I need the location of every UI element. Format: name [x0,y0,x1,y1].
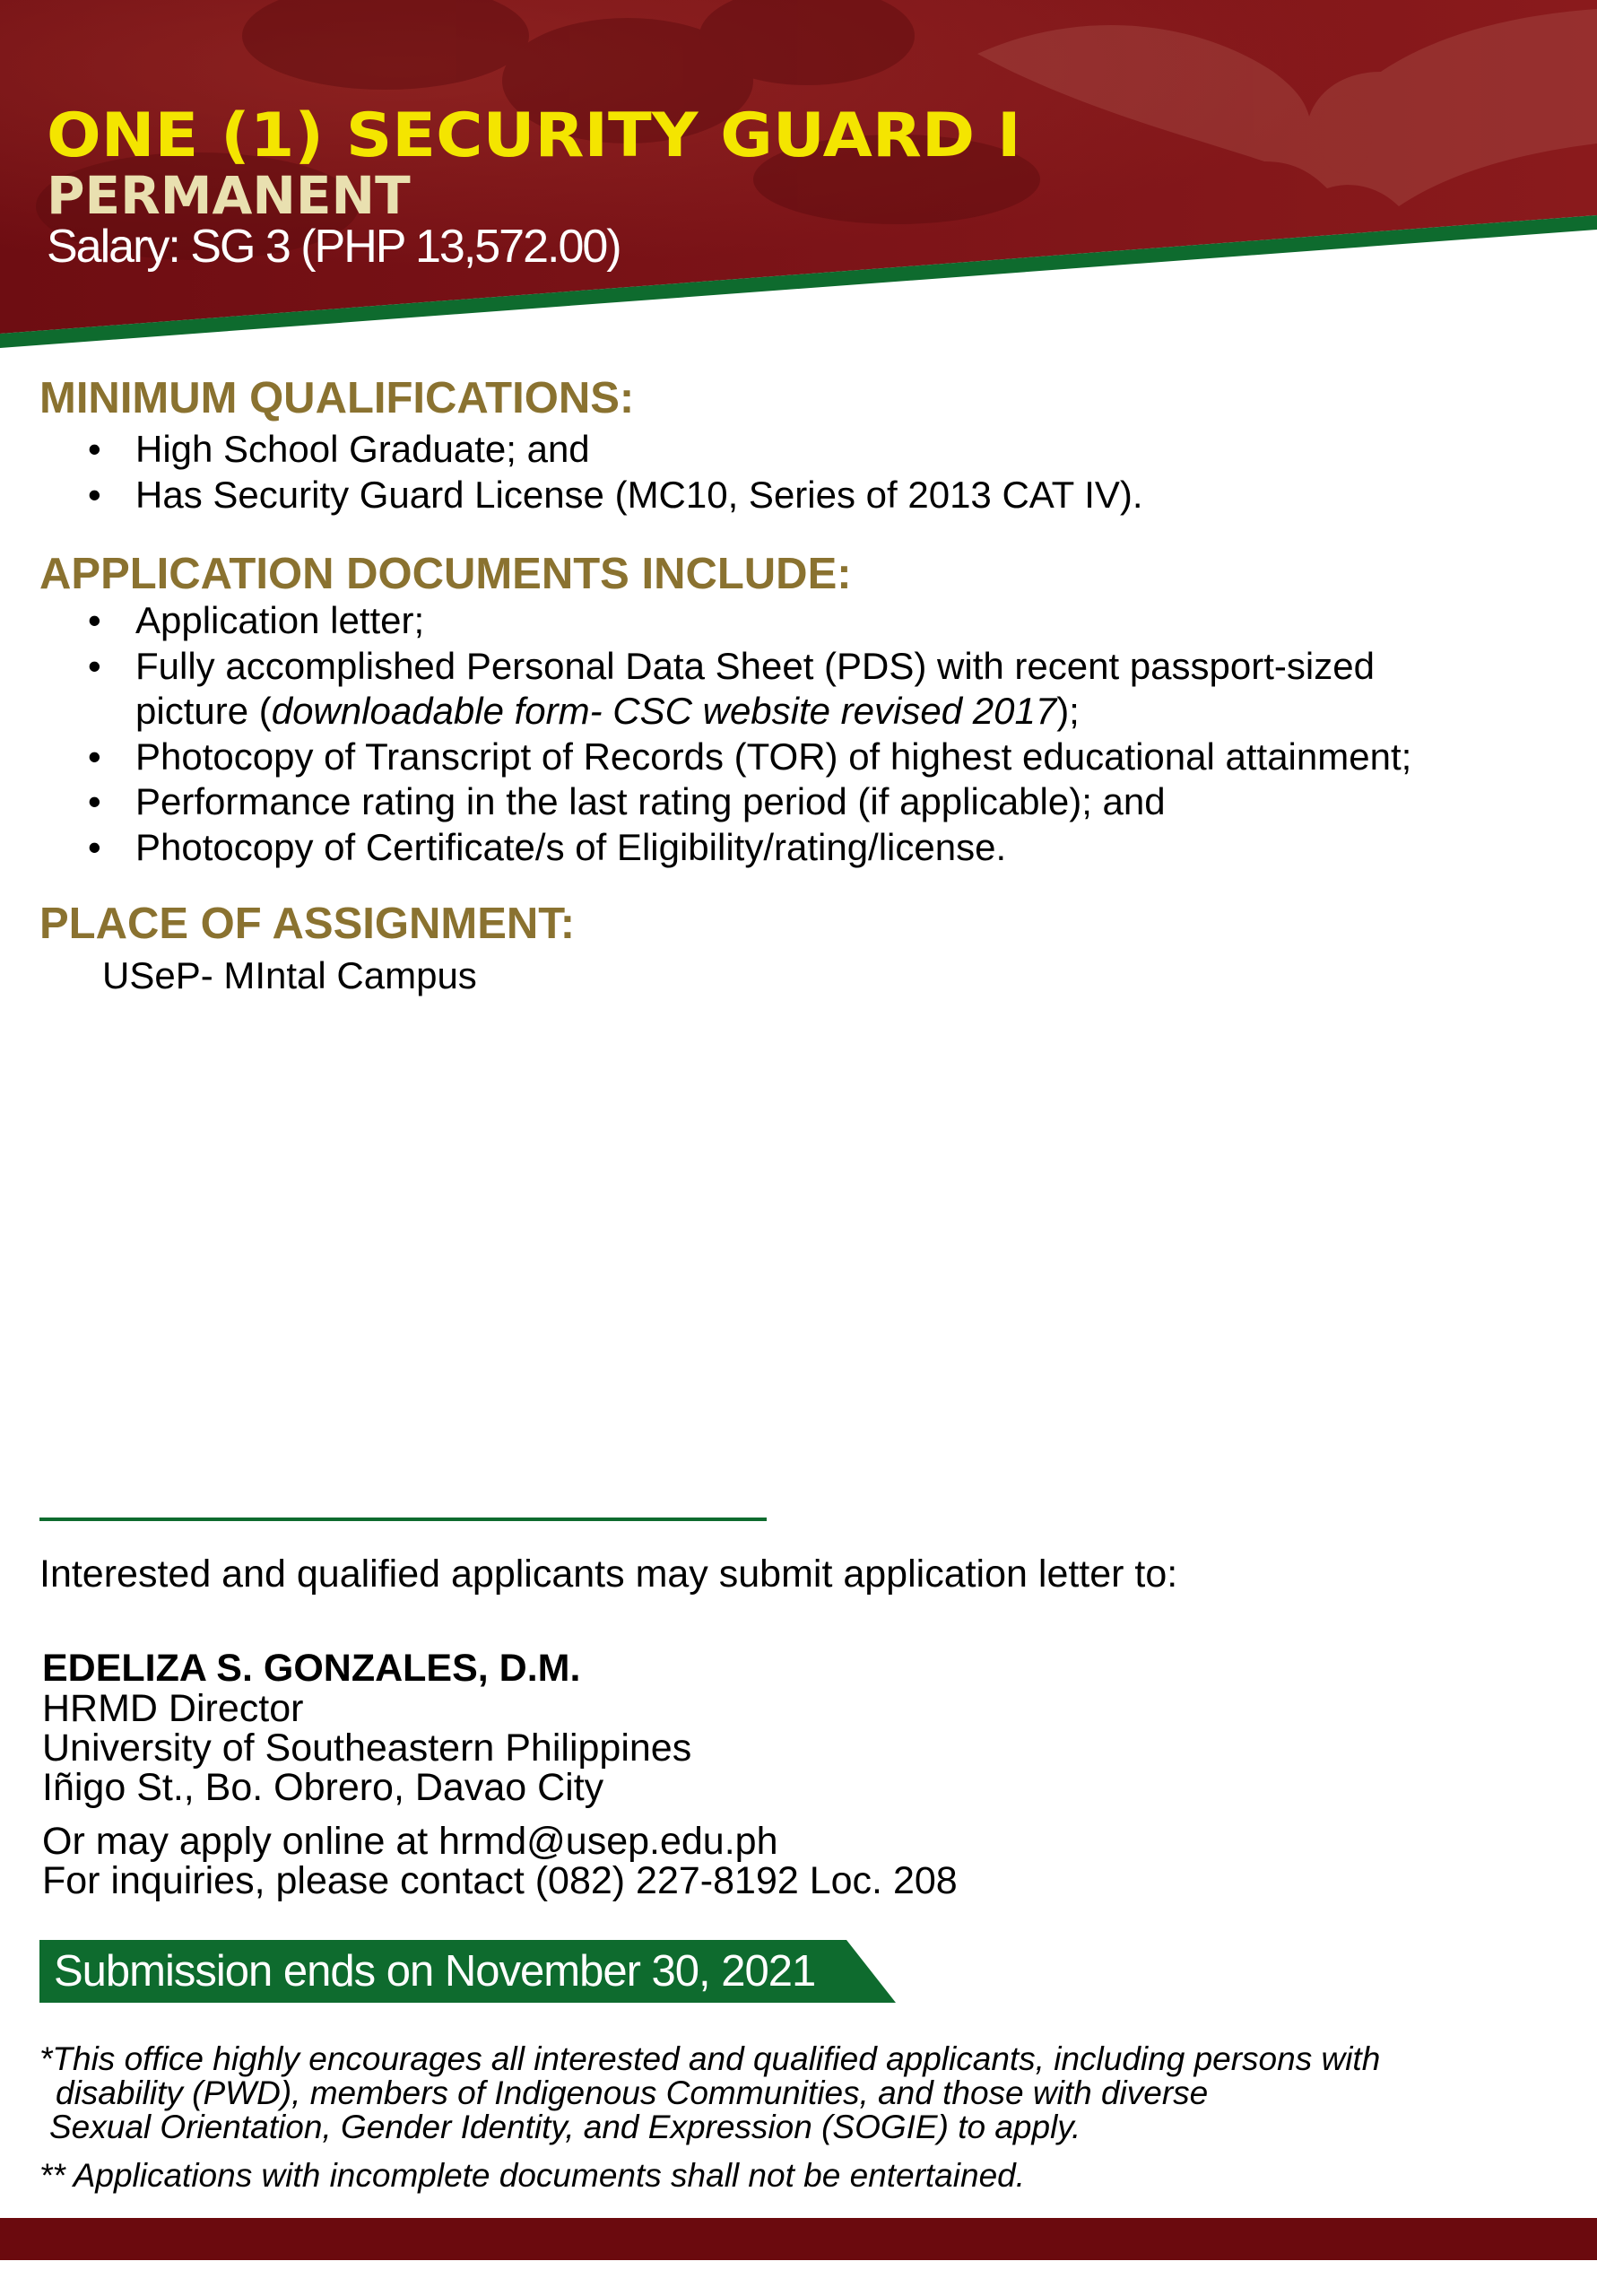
footer-bar [0,2218,1597,2260]
documents-list [88,598,1411,870]
header-banner [0,0,1597,359]
list-item: • Has Security Guard License (MC10, Series of 2013 CAT IV). [88,473,1143,518]
documents-heading: APPLICATION DOCUMENTS INCLUDE: [39,550,852,598]
salary-grade: Salary: SG 3 (PHP 13,572.00) [47,221,621,273]
job-title: ONE (1) SECURITY GUARD I [47,100,1021,171]
place-heading: PLACE OF ASSIGNMENT: [39,900,576,948]
bullet-icon: • [88,780,101,822]
contact-phone-line: For inquiries, please contact (082) 227-8192 Loc. 208 [42,1859,958,1902]
contact-intro: Interested and qualified applicants may submit application letter to: [39,1552,1178,1596]
bullet-icon: • [88,735,101,778]
list-item-continuation: picture (downloadable form- CSC website revised 2017); [135,690,1080,732]
bullet-icon: • [88,599,101,641]
list-item: • Photocopy of Transcript of Records (TOR) of highest educational attainment; [88,735,1411,780]
incomplete-documents-note: ** Applications with incomplete documents shall not be entertained. [39,2157,1025,2194]
inclusion-note-line: *This office highly encourages all interested and qualified applicants, including persons with [39,2040,1381,2077]
place-value: USeP- MIntal Campus [102,954,477,996]
bullet-icon: • [88,825,101,868]
deadline-text: Submission ends on November 30, 2021 [54,1947,816,1996]
deadline-banner [39,1940,900,2003]
contact-email-line: Or may apply online at hrmd@usep.edu.ph [42,1820,778,1863]
inclusion-note-line: Sexual Orientation, Gender Identity, and Expression (SOGIE) to apply. [49,2109,1081,2145]
list-item: • Fully accomplished Personal Data Sheet (PDS) with recent passport-sized picture (downloadable form- CSC website revised 2017); [88,644,1411,735]
qualifications-heading: MINIMUM QUALIFICATIONS: [39,374,635,422]
employment-type: PERMANENT [47,165,411,226]
bullet-icon: • [88,428,101,470]
section-divider [39,1518,767,1521]
contact-address: Iñigo St., Bo. Obrero, Davao City [42,1766,604,1809]
contact-name: EDELIZA S. GONZALES, D.M. [42,1647,581,1690]
list-item: • High School Graduate; and [88,427,1143,473]
contact-institution: University of Southeastern Philippines [42,1726,692,1770]
qualifications-list [88,427,1143,517]
contact-position: HRMD Director [42,1687,304,1730]
inclusion-note-line: disability (PWD), members of Indigenous Communities, and those with diverse [56,2074,1209,2111]
bullet-icon: • [88,644,101,687]
list-item: • Photocopy of Certificate/s of Eligibility/rating/license. [88,825,1411,871]
list-item: • Application letter; [88,598,1411,644]
list-item: • Performance rating in the last rating period (if applicable); and [88,779,1411,825]
bullet-icon: • [88,473,101,516]
